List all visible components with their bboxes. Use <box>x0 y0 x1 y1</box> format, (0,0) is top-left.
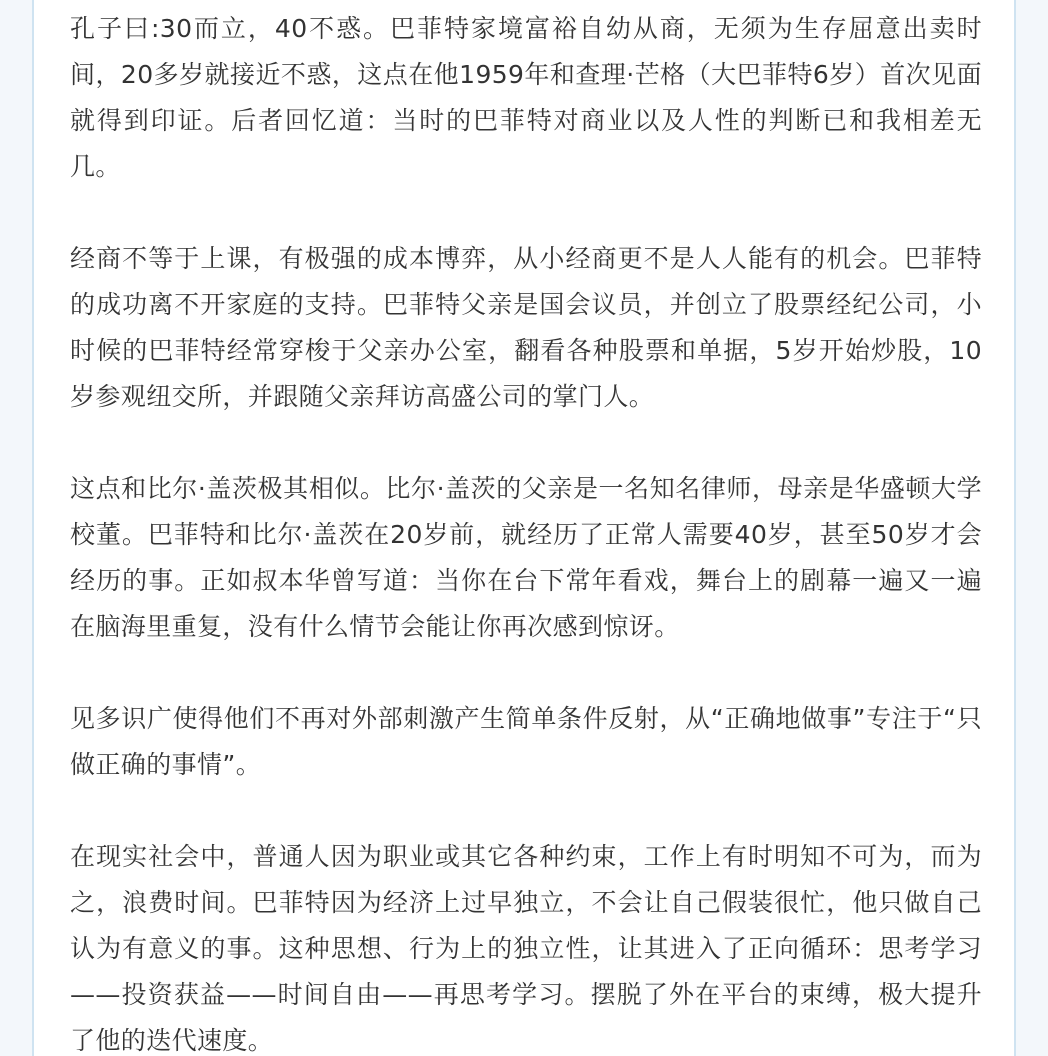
article-card <box>32 0 1016 1056</box>
paragraph-bill-gates: 这点和比尔·盖茨极其相似。比尔·盖茨的父亲是一名知名律师，母亲是华盛顿大学校董。巴菲特和比尔·盖茨在20岁前，就经历了正常人需要40岁，甚至50岁才会经历的事。正如叔本华曾写道：当你在台下常年看戏，舞台上的剧幕一遍又一遍在脑海里重复，没有什么情节会能让你再次感到惊讶。 <box>70 474 982 641</box>
article-body <box>70 6 982 1056</box>
paragraph-independence: 在现实社会中，普通人因为职业或其它各种约束，工作上有时明知不可为，而为之，浪费时间。巴菲特因为经济上过早独立，不会让自己假装很忙，他只做自己认为有意义的事。这种思想、行为上的独立性，让其进入了正向循环：思考学习——投资获益——时间自由——再思考学习。摆脱了外在平台的束缚，极大提升了他的迭代速度。 <box>70 842 982 1055</box>
paragraph-business-family: 经商不等于上课，有极强的成本博弈，从小经商更不是人人能有的机会。巴菲特的成功离不开家庭的支持。巴菲特父亲是国会议员，并创立了股票经纪公司，小时候的巴菲特经常穿梭于父亲办公室，翻看各种股票和单据，5岁开始炒股，10岁参观纽交所，并跟随父亲拜访高盛公司的掌门人。 <box>70 244 982 411</box>
paragraph-confucius-buffett: 孔子曰:30而立，40不惑。巴菲特家境富裕自幼从商，无须为生存屈意出卖时间，20多岁就接近不惑，这点在他1959年和查理·芒格（大巴菲特6岁）首次见面就得到印证。后者回忆道：当时的巴菲特对商业以及人性的判断已和我相差无几。 <box>70 14 982 181</box>
paragraph-doing-right-things: 见多识广使得他们不再对外部刺激产生简单条件反射，从“正确地做事”专注于“只做正确的事情”。 <box>70 704 982 779</box>
